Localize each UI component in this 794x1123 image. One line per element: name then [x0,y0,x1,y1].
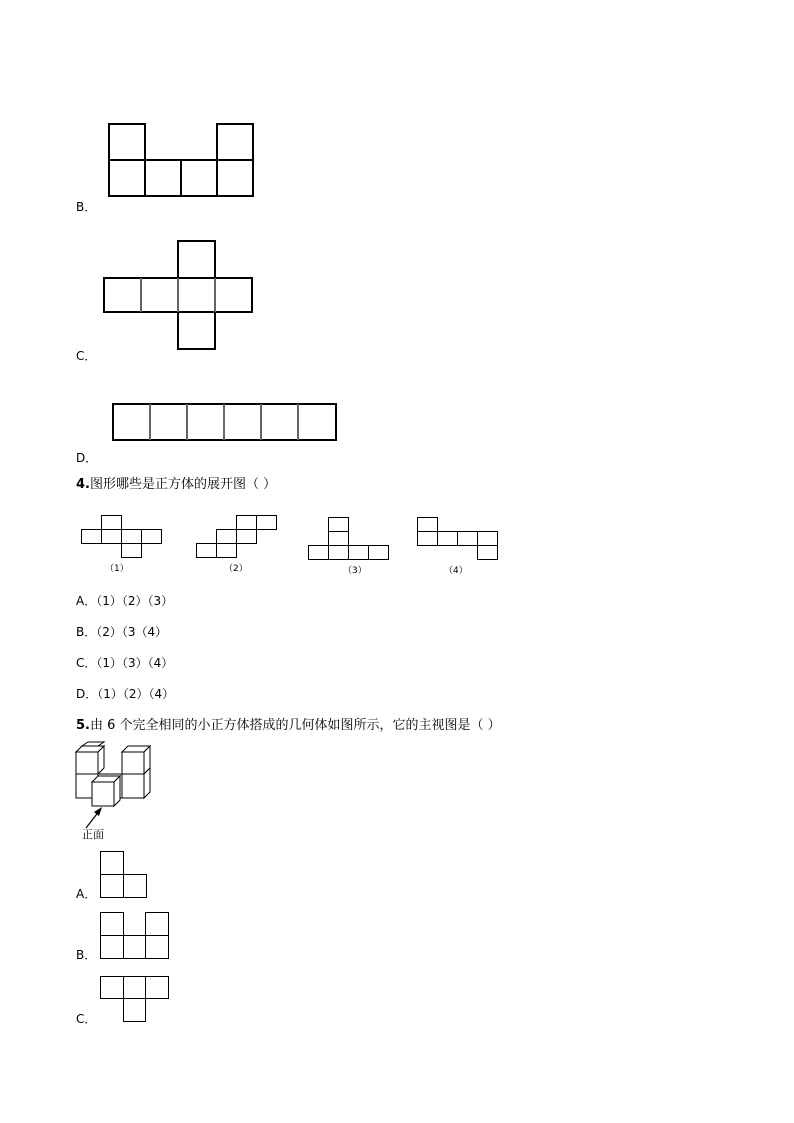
q4-figure-2 [194,515,280,561]
q4-option-b-text: （2）（3（4） [96,625,168,639]
q3-option-b-net-figure [107,123,255,198]
q5-option-b-figure [99,912,171,960]
q4-figure-3-label: （3） [343,566,367,576]
q4-option-b-letter: B． [76,625,97,639]
q3-option-d-label[interactable]: D． [76,451,98,465]
q4-text: 图形哪些是正方体的展开图（ ） [89,477,277,492]
q5-option-a-figure [99,851,149,899]
q4-option-d[interactable] [76,687,174,701]
q4-figure-4 [416,516,502,562]
q4-option-d-text: （1）（2）（4） [97,687,175,701]
q5-question [76,718,501,734]
q4-option-c-text: （1）（3）（4） [96,656,174,670]
q4-option-a[interactable] [76,594,173,608]
q4-question [76,477,276,493]
q4-number: 4. [76,477,90,492]
q3-option-d-net-figure [112,403,338,443]
q5-option-c-figure [99,976,171,1024]
q5-cube-stack-figure [72,742,162,828]
q4-figure-3 [307,516,393,562]
q3-option-c-net-figure [102,239,254,351]
q3-option-c-label[interactable]: C． [76,349,97,363]
q3-option-b-label[interactable]: B． [76,200,97,214]
q5-option-c-label[interactable]: C． [76,1012,97,1026]
q4-figure-4-label: （4） [444,566,468,576]
q4-option-a-letter: A． [76,594,97,608]
q5-text: 由 6 个完全相同的小正方体搭成的几何体如图所示，它的主视图是（ ） [89,718,501,733]
q4-figure-1-label: （1） [105,564,129,574]
q4-figure-2-label: （2） [224,564,248,574]
q4-option-d-letter: D． [76,687,98,701]
q4-option-b[interactable] [76,625,167,639]
q4-option-c-letter: C． [76,656,97,670]
q4-figure-1 [80,515,166,561]
q4-option-a-text: （1）（2）（3） [96,594,174,608]
q4-option-c[interactable] [76,656,173,670]
q5-option-b-label[interactable]: B． [76,948,97,962]
q5-option-a-label[interactable]: A． [76,887,97,901]
q5-number: 5. [76,718,90,733]
q5-front-label: 正面 [82,828,104,841]
